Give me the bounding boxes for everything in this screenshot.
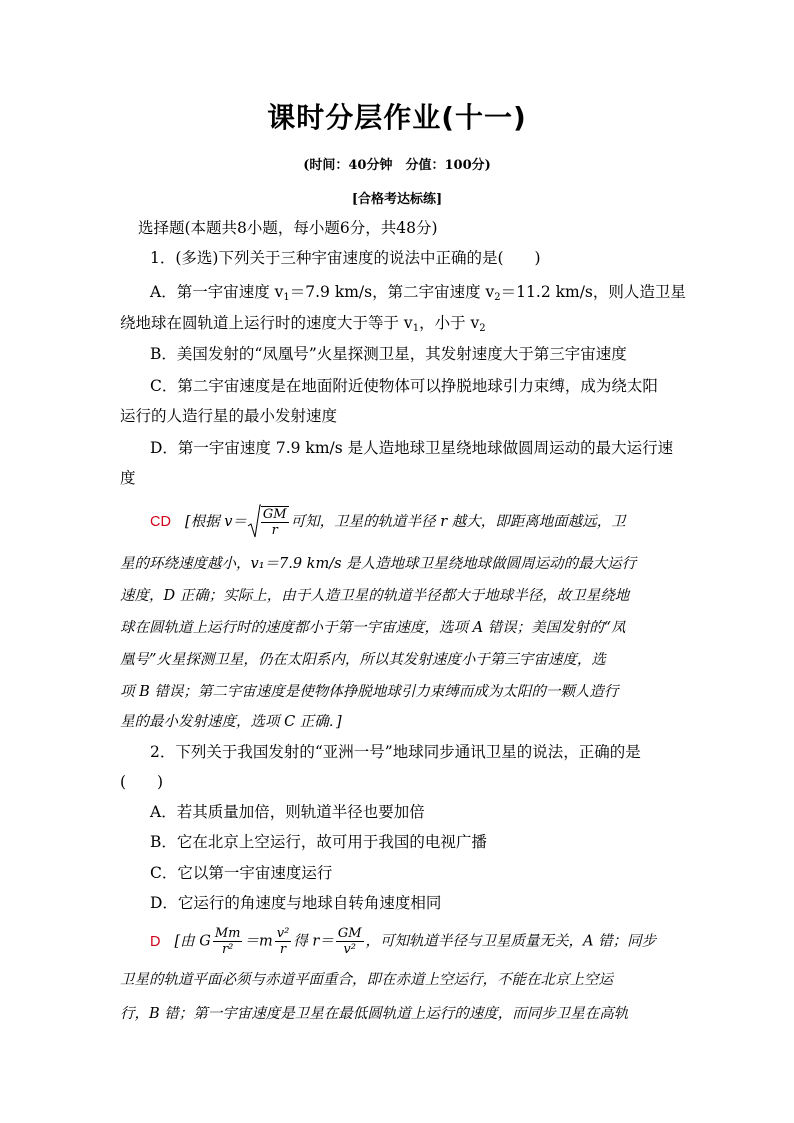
a2-text: 得 r＝ bbox=[293, 933, 334, 950]
page-title: 课时分层作业(十一) bbox=[267, 101, 527, 134]
answer-key: D bbox=[150, 933, 161, 950]
q2-stem-line1: 2．下列关于我国发射的“亚洲一号”地球同步通讯卫星的说法，正确的是 bbox=[150, 743, 641, 761]
q1-stem: 1．(多选)下列关于三种宇宙速度的说法中正确的是( ) bbox=[150, 249, 541, 267]
sqrt-sign bbox=[247, 504, 291, 540]
answer-key: CD bbox=[150, 514, 171, 530]
fraction-numerator: GM bbox=[337, 926, 362, 941]
fraction-numerator: v² bbox=[276, 926, 290, 941]
section-heading: [合格考达标练] bbox=[351, 192, 443, 207]
q1-a-text5: ，小于 v bbox=[419, 314, 480, 332]
q1-option-a-line1 bbox=[150, 280, 686, 303]
fraction-denominator: r bbox=[271, 523, 278, 538]
subscript: 2 bbox=[479, 323, 486, 334]
fraction-numerator: Mm bbox=[214, 926, 241, 941]
q2-option-b: B．它在北京上空运行，故可用于我国的电视广播 bbox=[150, 833, 487, 851]
q2-stem-line2: ( ) bbox=[120, 773, 164, 791]
fraction bbox=[261, 506, 289, 538]
a1-line7: 星的最小发射速度，选项 C 正确．] bbox=[120, 714, 342, 730]
q1-a-text2: ＝7.9 km/s，第二宇宙速度 v bbox=[289, 283, 495, 301]
a2-line1 bbox=[150, 926, 656, 957]
a2-text: [由 G bbox=[174, 933, 211, 950]
fraction bbox=[213, 926, 243, 957]
time-score-info: (时间：40分钟 分值：100分) bbox=[303, 158, 491, 173]
fraction bbox=[336, 926, 364, 957]
q1-a-text3: ＝11.2 km/s，则人造卫星 bbox=[500, 283, 686, 301]
a2-line3: 行，B 错；第一宇宙速度是卫星在最低圆轨道上运行的速度，而同步卫星在高轨 bbox=[120, 1006, 629, 1022]
a1-line6: 项 B 错误；第二宇宙速度是使物体挣脱地球引力束缚而成为太阳的一颗人造行 bbox=[120, 684, 619, 700]
q1-option-d-line1: D．第一宇宙速度 7.9 km/s 是人造地球卫星绕地球做圆周运动的最大运行速 bbox=[150, 439, 674, 457]
fraction-numerator: GM bbox=[262, 507, 287, 522]
q1-option-c-line2: 运行的人造行星的最小发射速度 bbox=[120, 407, 338, 425]
a2-line2: 卫星的轨道平面必须与赤道平面重合，即在赤道上空运行，不能在北京上空运 bbox=[120, 972, 613, 988]
a1-line3: 速度，D 正确；实际上，由于人造卫星的轨道半径都大于地球半径，故卫星绕地 bbox=[120, 588, 630, 604]
q1-option-a-line2 bbox=[120, 311, 486, 334]
q1-option-c-line1: C．第二宇宙速度是在地面附近使物体可以挣脱地球引力束缚，成为绕太阳 bbox=[150, 377, 658, 395]
a1-text: [根据 v＝ bbox=[184, 514, 247, 530]
q2-option-c: C．它以第一宇宙速度运行 bbox=[150, 864, 333, 882]
fraction-denominator: r bbox=[279, 942, 287, 957]
subscript: 1 bbox=[283, 292, 290, 303]
q1-option-b: B．美国发射的“凤凰号”火星探测卫星，其发射速度大于第三宇宙速度 bbox=[150, 345, 627, 363]
a1-line2: 星的环绕速度越小，v₁＝7.9 km/s 是人造地球卫星绕地球做圆周运动的最大运行 bbox=[120, 556, 637, 572]
a1-text: 可知，卫星的轨道半径 r 越大，即距离地面越远，卫 bbox=[290, 514, 626, 530]
q1-a-text4: 绕地球在圆轨道上运行时的速度大于等于 v bbox=[120, 314, 413, 332]
a2-text: ，可知轨道半径与卫星质量无关，A 错；同步 bbox=[365, 933, 657, 950]
q1-a-text1: A．第一宇宙速度 v bbox=[150, 283, 284, 301]
q2-option-a: A．若其质量加倍，则轨道半径也要加倍 bbox=[150, 803, 425, 821]
fraction bbox=[275, 926, 292, 957]
a1-line1 bbox=[150, 504, 626, 540]
a1-line5: 凰号”火星探测卫星，仍在太阳系内，所以其发射速度小于第三宇宙速度，选 bbox=[120, 652, 606, 668]
question-intro: 选择题(本题共8小题，每小题6分，共48分) bbox=[138, 219, 438, 237]
subscript: 1 bbox=[412, 323, 420, 334]
q1-option-d-line2: 度 bbox=[120, 469, 136, 487]
subscript: 2 bbox=[494, 292, 501, 303]
fraction-denominator: r² bbox=[221, 942, 234, 957]
a1-line4: 球在圆轨道上运行时的速度都小于第一宇宙速度，选项 A 错误；美国发射的“凤 bbox=[120, 620, 626, 636]
fraction-denominator: v² bbox=[343, 942, 356, 957]
a2-text: ＝m bbox=[244, 933, 273, 950]
q2-option-d: D．它运行的角速度与地球自转角速度相同 bbox=[150, 894, 442, 912]
